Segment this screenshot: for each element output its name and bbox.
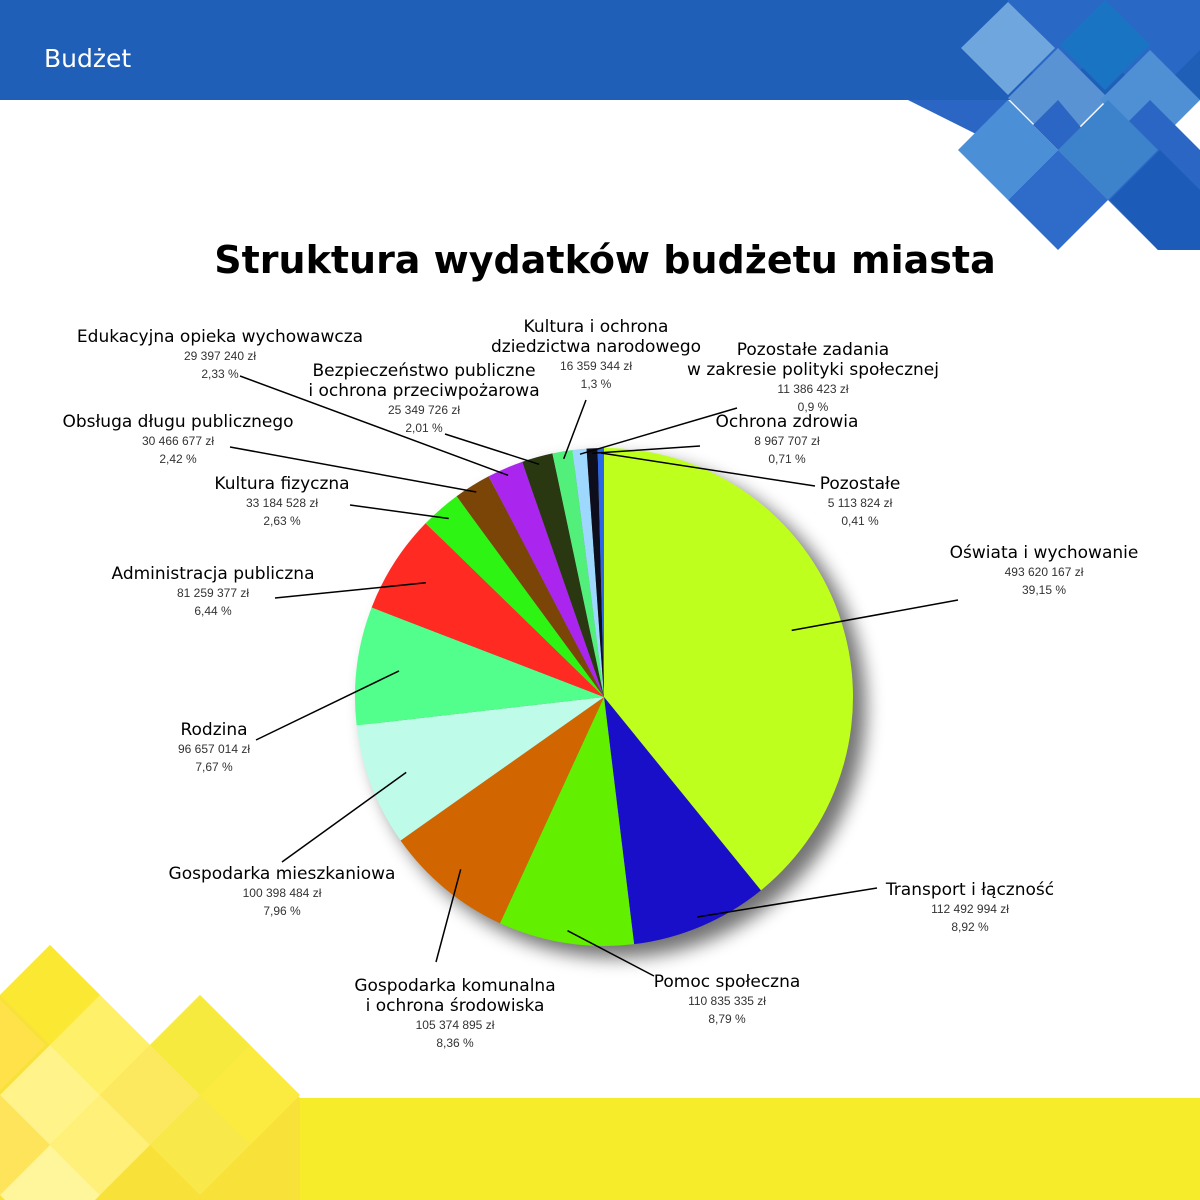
slice-percent: 7,67 % [195,760,233,774]
slice-label-pomoc [654,972,801,1028]
slice-name: Obsługa długu publicznego [62,412,294,432]
slice-label-rodzina [178,720,250,776]
slice-label-oswiata [950,543,1139,599]
slice-name: Edukacyjna opieka wychowawcza [76,327,364,347]
slice-name: Oświata i wychowanie [949,543,1139,563]
slice-value: 30 466 677 zł [141,434,215,448]
slice-label-zdrowie [716,412,859,468]
slice-value: 105 374 895 zł [415,1018,495,1032]
slice-label-administracja [112,564,315,620]
slice-value: 16 359 344 zł [559,359,633,373]
slice-name: Pozostałe [819,474,901,494]
slice-percent: 6,44 % [194,604,232,618]
leader-line-bezpieczenstwo [445,434,539,464]
slice-value: 11 386 423 zł [777,382,849,396]
slice-name: Pozostałe zadania [736,340,890,360]
slice-percent: 8,36 % [436,1036,474,1050]
slice-label-fizyczna [214,474,349,530]
slice-value: 493 620 167 zł [1004,565,1084,579]
slice-name: Gospodarka mieszkaniowa [168,864,396,884]
slice-percent: 2,63 % [263,514,301,528]
slice-name: Pomoc społeczna [653,972,801,992]
slice-value: 5 113 824 zł [827,496,893,510]
chart-title: Struktura wydatków budżetu miasta [214,238,996,282]
slice-name: Bezpieczeństwo publiczne [312,361,536,381]
slice-percent: 2,42 % [159,452,197,466]
slice-name: Kultura i ochrona [523,317,669,337]
slice-percent: 2,33 % [201,367,239,381]
slice-percent: 8,92 % [951,920,989,934]
slice-name: Administracja publiczna [111,564,315,584]
slice-name: Transport i łączność [885,880,1055,900]
slice-name: i ochrona przeciwpożarowa [308,381,540,401]
slice-name: Kultura fizyczna [214,474,350,494]
slice-value: 96 657 014 zł [177,742,251,756]
slice-label-transport [886,880,1054,936]
slice-percent: 1,3 % [580,377,612,391]
slice-name: Gospodarka komunalna [354,976,556,996]
slice-label-mieszkaniowa [169,864,396,920]
slice-percent: 0,9 % [797,400,829,414]
slice-label-pozostale_spoleczne [687,340,939,416]
slice-value: 25 349 726 zł [387,403,461,417]
slice-value: 110 835 335 zł [688,994,766,1008]
slice-name: Rodzina [180,720,248,740]
slice-value: 112 492 994 zł [931,902,1009,916]
leader-line-fizyczna [350,505,449,519]
slice-percent: 0,71 % [768,452,806,466]
header-title: Budżet [44,44,132,73]
slice-name: w zakresie polityki społecznej [687,360,939,380]
slice-value: 33 184 528 zł [245,496,319,510]
slice-value: 29 397 240 zł [183,349,257,363]
slice-label-kultura [491,317,701,393]
slice-percent: 2,01 % [405,421,443,435]
slice-label-komunalna [354,976,555,1052]
slice-name: i ochrona środowiska [365,996,545,1016]
slice-value: 100 398 484 zł [242,886,322,900]
slice-name: dziedzictwa narodowego [490,337,702,357]
slice-value: 8 967 707 zł [754,434,820,448]
slice-percent: 0,41 % [841,514,879,528]
slice-label-dlug [62,412,293,468]
slice-percent: 8,79 % [708,1012,746,1026]
slice-percent: 39,15 % [1021,583,1067,597]
slice-percent: 7,96 % [263,904,301,918]
slice-label-pozostale [820,474,901,530]
slice-value: 81 259 377 zł [176,586,250,600]
slice-name: Ochrona zdrowia [715,412,859,432]
